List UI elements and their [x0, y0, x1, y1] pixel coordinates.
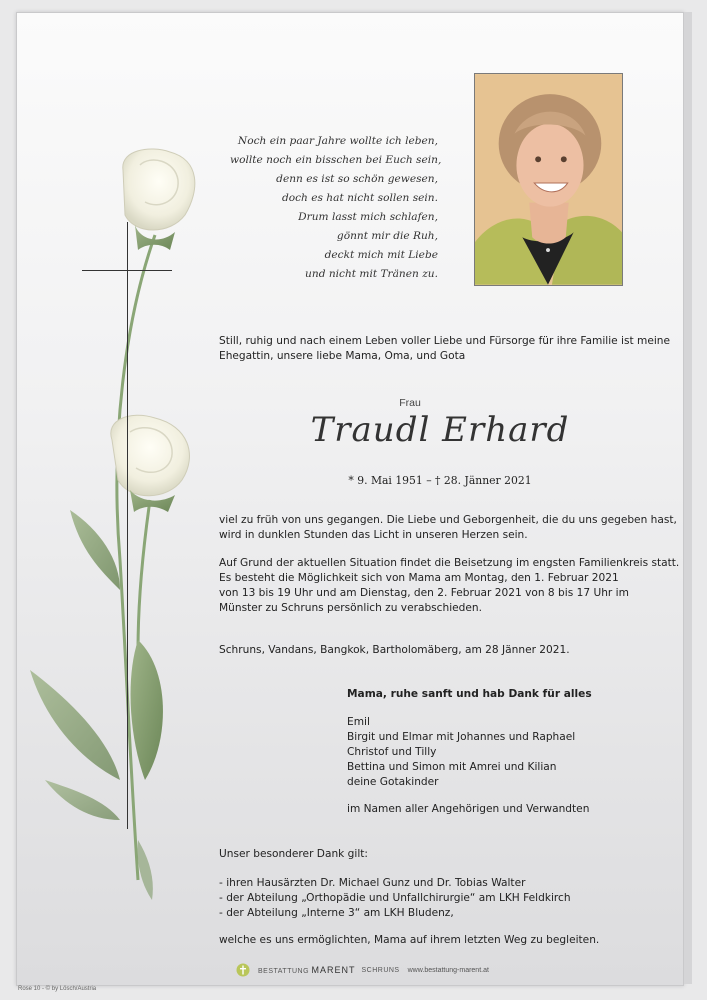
- poem-line: Noch ein paar Jahre wollte ich leben,: [237, 135, 438, 147]
- family-member: Emil: [347, 716, 370, 728]
- funeral-line: Münster zu Schruns persönlich zu verabschieden.: [219, 602, 483, 614]
- brand-prefix: BESTATTUNG: [258, 968, 310, 975]
- poem-line: denn es ist so schön gewesen,: [276, 173, 438, 185]
- brand: [258, 965, 355, 975]
- poem-line: deckt mich mit Liebe: [324, 249, 438, 261]
- brand-name: MARENT: [311, 965, 356, 975]
- poem-line: und nicht mit Tränen zu.: [305, 268, 438, 280]
- rose-bottom: [111, 415, 190, 512]
- family-member: Birgit und Elmar mit Johannes und Raphael: [347, 731, 576, 743]
- brand-url[interactable]: www.bestattung-marent.at: [407, 966, 489, 974]
- thanks-item: - der Abteilung „Interne 3“ am LKH Bludenz,: [219, 907, 454, 919]
- cross-vertical: [127, 222, 128, 829]
- family-member: deine Gotakinder: [347, 776, 439, 788]
- family-list: [347, 715, 575, 790]
- thanks-heading: Unser besonderer Dank gilt:: [219, 848, 368, 860]
- funeral-line: Es besteht die Möglichkeit sich von Mama am Montag, den 1. Februar 2021: [219, 572, 619, 584]
- passing-line: viel zu früh von uns gegangen. Die Liebe und Geborgenheit, die du uns gegeben hast,: [219, 514, 677, 526]
- honorific: Frau: [399, 397, 421, 409]
- brand-town: SCHRUNS: [361, 966, 400, 974]
- thanks-list: [219, 876, 659, 921]
- intro-line: Still, ruhig und nach einem Leben voller Liebe und Fürsorge für ihre Familie ist meine: [219, 335, 671, 347]
- funeral-line: von 13 bis 19 Uhr und am Dienstag, den 2. Februar 2021 von 8 bis 17 Uhr im: [219, 587, 629, 599]
- portrait-photo: [474, 73, 623, 286]
- farewell-line: Mama, ruhe sanft und hab Dank für alles: [347, 688, 592, 700]
- funeral-line: Auf Grund der aktuellen Situation findet die Beisetzung im engsten Familienkreis statt.: [219, 557, 680, 569]
- poem-line: gönnt mir die Ruh,: [336, 230, 438, 242]
- cross-horizontal: [82, 270, 172, 271]
- poem-line: Drum lasst mich schlafen,: [298, 211, 438, 223]
- life-dates: * 9. Mai 1951 – † 28. Jänner 2021: [348, 474, 532, 487]
- rose-top: [123, 149, 195, 250]
- funeral-home-logo-icon: [236, 963, 250, 977]
- passing-text: [219, 513, 677, 543]
- relatives-line: im Namen aller Angehörigen und Verwandten: [347, 803, 590, 815]
- place-date: Schruns, Vandans, Bangkok, Bartholomäberg, am 28 Jänner 2021.: [219, 644, 570, 656]
- closing-line: welche es uns ermöglichten, Mama auf ihrem letzten Weg zu begleiten.: [219, 934, 600, 946]
- family-member: Christof und Tilly: [347, 746, 437, 758]
- intro-text: [219, 334, 671, 364]
- thanks-item: - der Abteilung „Orthopädie und Unfallchirurgie“ am LKH Feldkirch: [219, 892, 571, 904]
- intro-line: Ehegattin, unsere liebe Mama, Oma, und Gota: [219, 350, 466, 362]
- page-edge: [684, 12, 692, 984]
- thanks-item: - ihren Hausärzten Dr. Michael Gunz und Dr. Tobias Walter: [219, 877, 526, 889]
- poem-line: doch es hat nicht sollen sein.: [281, 192, 438, 204]
- rose-illustration: [20, 140, 220, 900]
- poem: [230, 132, 442, 284]
- deceased-name: Traudl Erhard: [310, 410, 570, 450]
- poem-line: wollte noch ein bisschen bei Euch sein,: [230, 154, 442, 166]
- footer-brand: [236, 961, 489, 979]
- passing-line: wird in dunklen Stunden das Licht in unseren Herzen sein.: [219, 529, 528, 541]
- image-credit: Rose 10 - © by Lösch/Austria: [18, 986, 97, 992]
- family-member: Bettina und Simon mit Amrei und Kilian: [347, 761, 557, 773]
- funeral-text: [219, 556, 680, 616]
